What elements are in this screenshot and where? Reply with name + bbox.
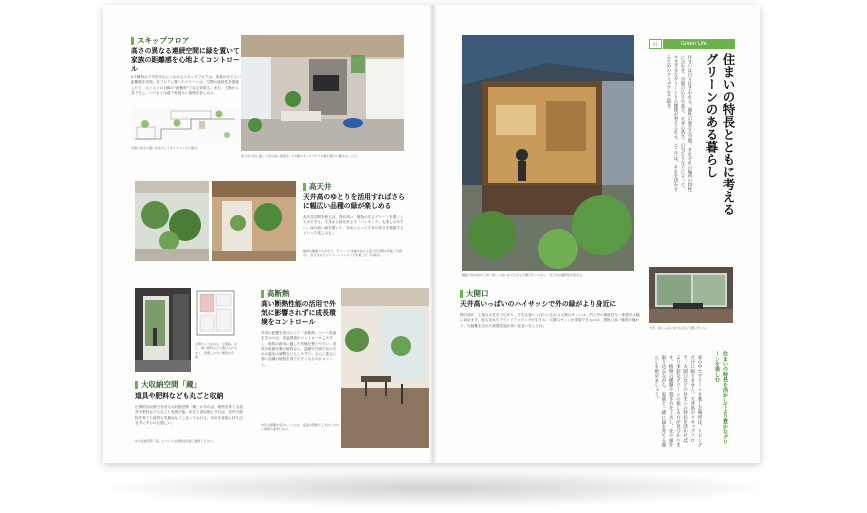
storage-heading: 道具や肥料なども丸ごと収納: [135, 392, 224, 400]
storage-body: 圧倒的な収納力を誇る大収納空間「蔵」があれば、植物を育てる道具や肥料なども丸ごと収納可能。床を上部収納にすれば、室内で植物を育てた道具も気兼ねなくしまっておける。汚れを直接に持ち込まずにすむのも嬉しい。: [135, 405, 243, 425]
section-marker-icon: [131, 37, 134, 45]
opening-title-text: 大開口: [466, 289, 489, 298]
opening-small-photo: [649, 267, 733, 323]
high-ceiling-title-text: 高天井: [309, 182, 332, 191]
insulation-caption: 外気の影響を受けにくいため、室温の管理も工夫がしやすい事例も参考になる。: [261, 423, 339, 432]
storage-side-caption: 玄関からつながる「土間蔵」なら、重い肥料なども運び入れやすく、管理しやすい便利な空間。: [195, 342, 238, 360]
storage-note: ※大収納空間「蔵」についての詳細は別途ご確認ください。: [135, 439, 216, 443]
storage-title: [135, 379, 201, 390]
skip-floor-body: 0.5層刻みで今を中心につながるスキップフロアは、家族のほどよい距離感を実現。各フロアに置いたグリーンは、空間の連続性を強調したり、人と人との目線の“緩衝材”となる効果も。また、上階から見下ろし、いつもとは違う角度から植物を楽しめる。: [131, 75, 241, 95]
insulation-body: 外気の影響を受けにくい「高断熱」という性能を生かせば、室温環境がコントロールしやすく、植物の栽培に適した状態を整えやすい。室気の乾燥を避け植物なら、温暖や日照不足のための温室の調整などもしやすい。さらに寒さに弱い品種の植物を育てやすくなるのがメリット。: [261, 331, 337, 367]
spine-gutter: [429, 5, 437, 463]
section-marker-icon: [460, 290, 463, 298]
skip-floor-diagram-caption: 空間の高さの違いを生かしてダイナミックに演出。: [131, 146, 200, 150]
section-tag-label: Green Life: [681, 41, 707, 47]
intro-text: 住まいは日々住まわれる、個性の異なる空間。それぞれの場所の特性に合わせ、空間の広さや高さ、天井の高さ、日当たりなどによって、さまざまなグリーンとの関係が考えられる。ここでは、それを活かせるためのアイデアをご紹介。: [666, 55, 692, 192]
skip-floor-title: [131, 35, 189, 46]
skip-floor-photo-caption: 高天井の窓に面して床の高い寝室を、1.5階スキップフロアの間口部から眺めることも。: [241, 154, 360, 158]
opening-title: [460, 288, 489, 299]
opening-body: 開口部が、上部は天井まで広がり、左右も窓いっぱいに広がる大開口サッシは、内と外の連続性や一体感を大幅に高めます。庭も含めたアウトドアリビングが生きる。大開口サッシが実現できるのは、建物に高い強度が備わり、可動棚を含めた耐震性能が高い住まいならでは。: [460, 313, 640, 328]
page-shadow: [95, 468, 775, 508]
section-marker-icon: [303, 183, 306, 191]
headline-line-1: 住まいの特長とともに考える: [721, 53, 736, 216]
headline: [703, 53, 737, 263]
high-ceiling-title: [303, 181, 332, 192]
main-terrace-photo: [462, 35, 634, 271]
section-marker-icon: [261, 290, 264, 298]
headline-line-2: グリーンのある暮らし: [704, 53, 719, 178]
skip-floor-title-text: スキップフロア: [137, 36, 190, 45]
vertical-green-heading: 住まいの特長を活かしてより豊かなグリーンを楽しむ: [714, 351, 728, 445]
section-tag-number: 01: [649, 39, 662, 49]
storage-photo-entrance: [135, 288, 191, 372]
high-ceiling-heading: 天井高のゆとりを活用すればさらに幅広い品種の緑が楽しめる: [303, 193, 405, 210]
magazine-spread: [103, 5, 760, 463]
section-marker-icon: [135, 381, 138, 389]
skip-floor-diagram: [131, 107, 239, 143]
insulation-title-text: 高断熱: [267, 289, 290, 298]
main-photo-caption: 幅数千枚の窓から光い窓いっぱいまで広がる大開口サッシなら、内と外の連続性が高まる。: [462, 273, 585, 277]
high-ceiling-caption: 植物の種類や大きさで、グリーンと家族を迎える高天井空間の計画（写真左）。高天井のワンクリーンハンギングを楽しむ（写真右）。: [303, 249, 402, 258]
skip-floor-photo: [241, 35, 404, 151]
storage-floor-plan: [194, 288, 237, 338]
insulation-photo: [341, 288, 429, 448]
opening-small-caption: 天井、窓いっぱいまで広がる大開口サッシ。: [649, 326, 709, 330]
skip-floor-heading: 高さの異なる連続空間に緑を置いて家族の距離感を心地よくコントロール: [131, 47, 240, 73]
insulation-heading: 高い断熱性能の活用で外気に影響されずに成長環境をコントロール: [261, 300, 336, 326]
high-ceiling-body: 高天井空間を使えば、背が高い、植物のあるグリーンを置くことができる。天井から緑を吊るす「ハンギング」も楽しみやすい。床の低い緑を置いて、対比によって天井の高さを強調するといった楽しみも。: [303, 215, 404, 235]
opening-heading: 天井高いっぱいのハイサッシで外の緑がより身近に: [460, 300, 617, 308]
high-ceiling-photo-right: [212, 181, 296, 261]
storage-title-text: 大収納空間「蔵」: [141, 380, 201, 389]
insulation-title: [261, 288, 290, 299]
vertical-body-text: 家の中でグリーンを楽しむ場所は、リビングだけに限りません。天井高やスキップフロア、大開口などの住まいの特長を活かせば、より多彩なグリーンの楽しみ方が見つかります。植物の種類や置き方を工夫し、光や風を取り込みながら、家族と一緒に緑を育てる暮らしを始めましょう。: [653, 355, 702, 447]
high-ceiling-photo-left: [135, 181, 209, 261]
section-tag: [652, 39, 735, 49]
